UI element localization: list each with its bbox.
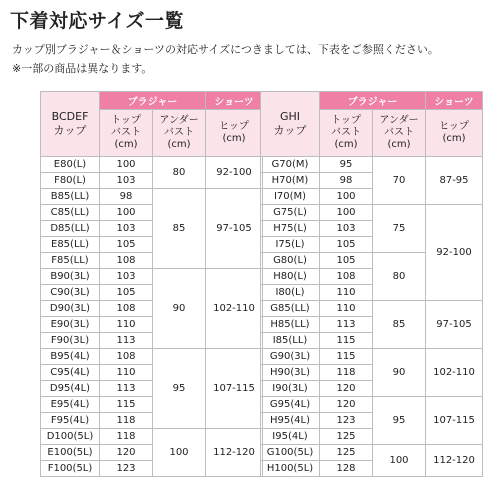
size-cell: H75(L) — [261, 221, 320, 237]
size-cell: E80(L) — [41, 157, 100, 173]
top-bust-cell: 115 — [320, 333, 373, 349]
cup-header: BCDEF カップ — [41, 92, 100, 157]
size-cell: E95(4L) — [41, 397, 100, 413]
top-bust-cell: 118 — [320, 365, 373, 381]
top-bust-cell: 108 — [100, 253, 153, 269]
top-bust-cell: 95 — [320, 157, 373, 173]
top-bust-cell: 100 — [100, 205, 153, 221]
size-cell: G70(M) — [261, 157, 320, 173]
top-bust-cell: 110 — [100, 317, 153, 333]
size-table-bcdef — [40, 91, 263, 477]
size-cell: G95(4L) — [261, 397, 320, 413]
size-cell: E90(3L) — [41, 317, 100, 333]
size-cell: H85(LL) — [261, 317, 320, 333]
top-bust-cell: 100 — [100, 157, 153, 173]
top-bust-cell: 103 — [100, 269, 153, 285]
under-bust-cell: 75 — [373, 205, 426, 253]
bra-header: ブラジャー — [100, 92, 206, 110]
size-cell: H80(L) — [261, 269, 320, 285]
top-bust-cell: 105 — [320, 253, 373, 269]
under-bust-cell: 90 — [153, 269, 206, 349]
size-table-ghi — [260, 91, 483, 477]
size-cell: F80(L) — [41, 173, 100, 189]
page-title: 下着対応サイズ一覧 — [10, 10, 184, 32]
top-bust-cell: 118 — [100, 413, 153, 429]
size-cell: C90(3L) — [41, 285, 100, 301]
size-cell: C95(4L) — [41, 365, 100, 381]
size-cell: D95(4L) — [41, 381, 100, 397]
hip-cell: 112-120 — [206, 429, 263, 477]
under-bust-cell: 95 — [373, 397, 426, 445]
top-bust-header: トップ バスト (cm) — [100, 110, 153, 157]
top-bust-cell: 113 — [100, 381, 153, 397]
size-cell: B90(3L) — [41, 269, 100, 285]
hip-cell: 97-105 — [206, 189, 263, 269]
size-cell: G100(5L) — [261, 445, 320, 461]
top-bust-cell: 98 — [100, 189, 153, 205]
top-bust-cell: 105 — [320, 237, 373, 253]
top-bust-cell: 108 — [320, 269, 373, 285]
under-bust-cell: 80 — [373, 253, 426, 301]
size-cell: I95(4L) — [261, 429, 320, 445]
top-bust-cell: 113 — [320, 317, 373, 333]
under-bust-header: アンダー バスト (cm) — [153, 110, 206, 157]
top-bust-cell: 128 — [320, 461, 373, 477]
top-bust-cell: 125 — [320, 445, 373, 461]
under-bust-cell: 100 — [373, 445, 426, 477]
size-cell: I85(LL) — [261, 333, 320, 349]
top-bust-header: トップ バスト (cm) — [320, 110, 373, 157]
size-cell: B95(4L) — [41, 349, 100, 365]
top-bust-cell: 110 — [320, 285, 373, 301]
hip-cell: 107-115 — [206, 349, 263, 429]
top-bust-cell: 118 — [100, 429, 153, 445]
under-bust-cell: 95 — [153, 349, 206, 429]
hip-cell: 97-105 — [426, 301, 483, 349]
size-cell: G90(3L) — [261, 349, 320, 365]
size-cell: F90(3L) — [41, 333, 100, 349]
size-cell: G80(L) — [261, 253, 320, 269]
size-cell: H70(M) — [261, 173, 320, 189]
size-cell: F100(5L) — [41, 461, 100, 477]
under-bust-cell: 90 — [373, 349, 426, 397]
top-bust-cell: 103 — [100, 173, 153, 189]
size-cell: H95(4L) — [261, 413, 320, 429]
size-cell: F95(4L) — [41, 413, 100, 429]
hip-cell: 102-110 — [206, 269, 263, 349]
hip-cell: 112-120 — [426, 445, 483, 477]
under-bust-cell: 85 — [373, 301, 426, 349]
top-bust-cell: 125 — [320, 429, 373, 445]
top-bust-cell: 103 — [320, 221, 373, 237]
size-cell: G85(LL) — [261, 301, 320, 317]
size-cell: C85(LL) — [41, 205, 100, 221]
under-bust-cell: 85 — [153, 189, 206, 269]
top-bust-cell: 115 — [320, 349, 373, 365]
top-bust-cell: 103 — [100, 221, 153, 237]
size-cell: H100(5L) — [261, 461, 320, 477]
size-cell: D100(5L) — [41, 429, 100, 445]
size-cell: I75(L) — [261, 237, 320, 253]
top-bust-cell: 115 — [100, 397, 153, 413]
under-bust-cell: 100 — [153, 429, 206, 477]
top-bust-cell: 108 — [100, 301, 153, 317]
top-bust-cell: 123 — [100, 461, 153, 477]
hip-cell: 102-110 — [426, 349, 483, 397]
size-cell: F85(LL) — [41, 253, 100, 269]
shorts-header: ショーツ — [206, 92, 263, 110]
top-bust-cell: 110 — [100, 365, 153, 381]
top-bust-cell: 123 — [320, 413, 373, 429]
top-bust-cell: 105 — [100, 285, 153, 301]
cup-header: GHI カップ — [261, 92, 320, 157]
top-bust-cell: 108 — [100, 349, 153, 365]
size-cell: I70(M) — [261, 189, 320, 205]
size-cell: D90(3L) — [41, 301, 100, 317]
hip-cell: 87-95 — [426, 157, 483, 205]
hip-cell: 92-100 — [426, 205, 483, 301]
top-bust-cell: 120 — [320, 397, 373, 413]
top-bust-cell: 100 — [320, 205, 373, 221]
size-cell: I90(3L) — [261, 381, 320, 397]
size-cell: G75(L) — [261, 205, 320, 221]
shorts-header: ショーツ — [426, 92, 483, 110]
top-bust-cell: 110 — [320, 301, 373, 317]
top-bust-cell: 100 — [320, 189, 373, 205]
size-cell: B85(LL) — [41, 189, 100, 205]
hip-header: ヒップ (cm) — [206, 110, 263, 157]
hip-header: ヒップ (cm) — [426, 110, 483, 157]
size-cell: I80(L) — [261, 285, 320, 301]
size-cell: E85(LL) — [41, 237, 100, 253]
bra-header: ブラジャー — [320, 92, 426, 110]
top-bust-cell: 98 — [320, 173, 373, 189]
hip-cell: 92-100 — [206, 157, 263, 189]
top-bust-cell: 113 — [100, 333, 153, 349]
top-bust-cell: 120 — [100, 445, 153, 461]
size-cell: H90(3L) — [261, 365, 320, 381]
intro-note: カップ別ブラジャー＆ショーツの対応サイズにつきましては、下表をご参照ください。 — [12, 43, 439, 56]
size-cell: D85(LL) — [41, 221, 100, 237]
hip-cell: 107-115 — [426, 397, 483, 445]
exception-note: ※一部の商品は異なります。 — [12, 62, 153, 75]
under-bust-cell: 80 — [153, 157, 206, 189]
under-bust-header: アンダー バスト (cm) — [373, 110, 426, 157]
under-bust-cell: 70 — [373, 157, 426, 205]
top-bust-cell: 120 — [320, 381, 373, 397]
size-cell: E100(5L) — [41, 445, 100, 461]
top-bust-cell: 105 — [100, 237, 153, 253]
